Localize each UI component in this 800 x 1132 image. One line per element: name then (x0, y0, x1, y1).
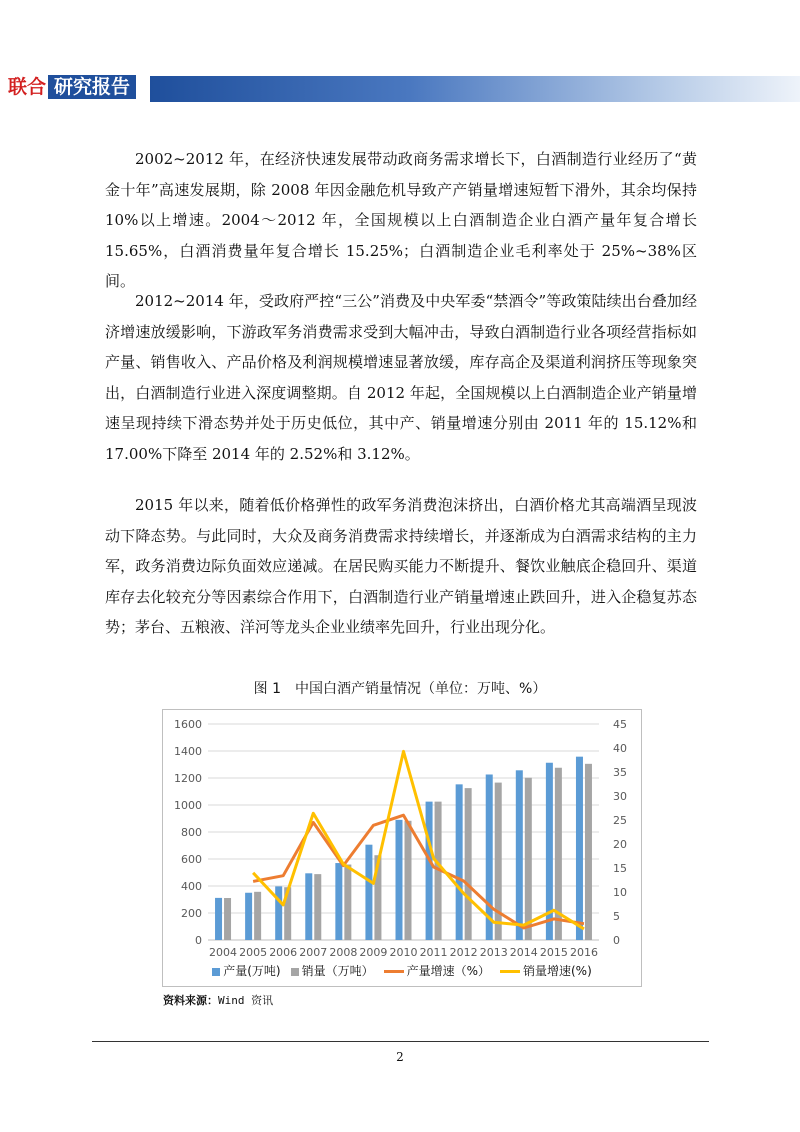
legend-item (212, 962, 280, 979)
legend-label: 销量增速(%) (523, 964, 592, 978)
y-left-tick-label: 0 (195, 934, 202, 947)
y-right-tick-label: 20 (613, 838, 627, 851)
sales-bar (254, 892, 261, 940)
production-bar (426, 802, 433, 940)
paragraph-1: 2002~2012 年，在经济快速发展带动政商务需求增长下，白酒制造行业经历了“黄金十年”高速发展期，除 2008 年因金融危机导致产产销量增速短暂下滑外，其余均保持 10%以上增速。2004～2012 年，全国规模以上白酒制造企业白酒产量年复合增长 15.65%，白酒消费量年复合增长 15.25%；白酒制造企业毛利率处于 25%~38%区间。 (105, 150, 697, 290)
production-bar (275, 886, 282, 940)
legend-label: 产量(万吨) (223, 964, 281, 978)
x-tick-label: 2014 (509, 946, 538, 959)
footer-divider (92, 1041, 709, 1042)
production-bar (215, 898, 222, 940)
combo-chart (163, 710, 641, 986)
production-bar (245, 893, 252, 940)
x-tick-label: 2004 (209, 946, 238, 959)
x-tick-label: 2009 (359, 946, 388, 959)
legend-swatch (291, 968, 299, 976)
y-right-tick-label: 45 (613, 718, 627, 731)
y-left-tick-label: 800 (181, 826, 202, 839)
sales-bar (344, 865, 351, 940)
x-tick-label: 2007 (299, 946, 328, 959)
legend-item (500, 962, 592, 979)
y-left-tick-label: 1400 (174, 745, 202, 758)
x-tick-label: 2012 (449, 946, 478, 959)
x-tick-label: 2013 (479, 946, 508, 959)
sales-bar (465, 788, 472, 940)
y-left-tick-label: 200 (181, 907, 202, 920)
sales-bar (314, 874, 321, 940)
figure-source (163, 992, 273, 1008)
production-bar (456, 784, 463, 940)
x-tick-label: 2015 (539, 946, 568, 959)
brand-text-red: 联合 (8, 76, 47, 98)
y-left-tick-label: 1600 (174, 718, 202, 731)
y-left-tick-label: 1200 (174, 772, 202, 785)
x-tick-label: 2010 (389, 946, 418, 959)
paragraph-3: 2015 年以来，随着低价格弹性的政军务消费泡沫挤出，白酒价格尤其高端酒呈现波动下降态势。与此同时，大众及商务消费需求持续增长，并逐渐成为白酒需求结构的主力军，政务消费边际负面效应递减。在居民购买能力不断提升、餐饮业触底企稳回升、渠道库存去化较充分等因素综合作用下，白酒制造行业产销量增速止跌回升，进入企稳复苏态势；茅台、五粮液、洋河等龙头企业业绩率先回升，行业出现分化。 (105, 496, 697, 636)
y-left-tick-label: 600 (181, 853, 202, 866)
sales-bar (224, 898, 231, 940)
legend-swatch (500, 970, 520, 973)
y-right-tick-label: 5 (613, 910, 620, 923)
y-right-tick-label: 25 (613, 814, 627, 827)
header-gradient-bar (150, 76, 800, 102)
y-right-tick-label: 30 (613, 790, 627, 803)
sales-bar (495, 783, 502, 940)
source-label: 资料来源： (163, 994, 218, 1007)
y-right-tick-label: 10 (613, 886, 627, 899)
production-bar (516, 770, 523, 940)
source-value: Wind 资讯 (218, 994, 274, 1007)
brand-logo (8, 72, 136, 102)
legend-swatch (212, 968, 220, 976)
y-right-tick-label: 35 (613, 766, 627, 779)
brand-text-blue: 研究报告 (48, 75, 136, 99)
page-number: 2 (396, 1050, 404, 1064)
sales-bar (405, 821, 412, 940)
x-tick-label: 2016 (569, 946, 598, 959)
production-bar (365, 845, 372, 940)
paragraph-2: 2012~2014 年，受政府严控“三公”消费及中央军委“禁酒令”等政策陆续出台叠加经济增速放缓影响，下游政军务消费需求受到大幅冲击，导致白酒制造行业各项经营指标如产量、销售收入、产品价格及利润规模增速显著放缓，库存高企及渠道利润挤压等现象突出，白酒制造行业进入深度调整期。自 2012 年起，全国规模以上白酒制造企业产销量增速呈现持续下滑态势并处于历史低位，其中产、销量增速分别由 2011 年的 15.12%和 17.00%下降至 2014 年的 2.52%和 3.12%。 (105, 292, 697, 463)
report-header (0, 72, 800, 102)
x-tick-label: 2006 (269, 946, 298, 959)
sales-bar (585, 764, 592, 940)
production-bar (305, 873, 312, 940)
y-left-tick-label: 1000 (174, 799, 202, 812)
production-bar (576, 757, 583, 940)
legend-label: 销量（万吨） (301, 964, 374, 978)
production-bar (335, 863, 342, 940)
chart-container (162, 709, 642, 987)
legend-swatch (384, 970, 404, 973)
legend-item (291, 962, 374, 979)
chart-legend (163, 962, 641, 979)
x-tick-label: 2008 (329, 946, 358, 959)
x-tick-label: 2011 (419, 946, 448, 959)
production-bar (396, 820, 403, 940)
legend-label: 产量增速（%） (406, 964, 490, 978)
y-right-tick-label: 40 (613, 742, 627, 755)
figure-title: 图 1 中国白酒产销量情况（单位：万吨、%） (253, 681, 547, 697)
y-right-tick-label: 15 (613, 862, 627, 875)
sales-bar (525, 778, 532, 940)
y-left-tick-label: 400 (181, 880, 202, 893)
x-tick-label: 2005 (239, 946, 268, 959)
legend-item (384, 962, 490, 979)
y-right-tick-label: 0 (613, 934, 620, 947)
